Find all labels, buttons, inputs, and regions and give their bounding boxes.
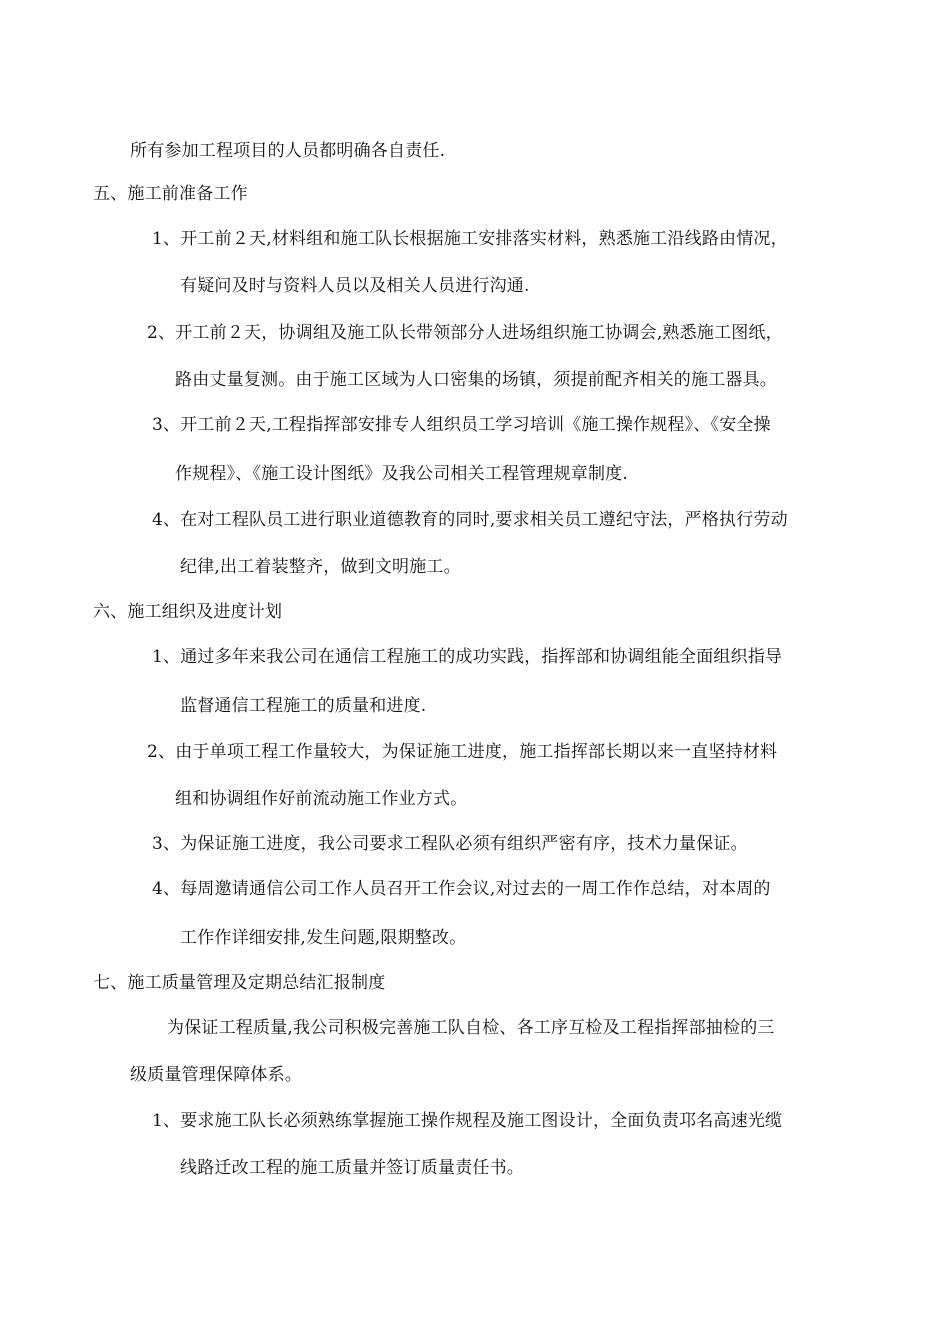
list-item-continuation: 线路迁改工程的施工质量并签订质量责任书。 <box>180 1158 524 1178</box>
list-item-line: 1、要求施工队长必须熟练掌握施工操作规程及施工图设计，全面负责邛名高速光缆 <box>152 1111 783 1131</box>
section-heading-5: 五、施工前准备工作 <box>93 184 248 204</box>
list-item-line: 3、开工前２天,工程指挥部安排专人组织员工学习培训《施工操作规程》、《安全操 <box>152 415 771 435</box>
section-heading-6: 六、施工组织及进度计划 <box>93 602 283 622</box>
list-item-continuation: 作规程》、《施工设计图纸》及我公司相关工程管理规章制度. <box>175 464 629 484</box>
section-heading-7: 七、施工质量管理及定期总结汇报制度 <box>93 973 386 993</box>
paragraph-continuation: 级质量管理保障体系。 <box>130 1065 302 1085</box>
text-line: 所有参加工程项目的人员都明确各自责任. <box>130 141 446 161</box>
list-item-continuation: 组和协调组作好前流动施工作业方式。 <box>175 789 468 809</box>
list-item-continuation: 工作作详细安排,发生问题,限期整改。 <box>180 928 467 948</box>
paragraph-line: 为保证工程质量,我公司积极完善施工队自检、各工序互检及工程指挥部抽检的三 <box>167 1018 775 1038</box>
list-item-line: 4、每周邀请通信公司工作人员召开工作会议,对过去的一周工作作总结，对本周的 <box>152 879 771 899</box>
list-item-continuation: 监督通信工程施工的质量和进度. <box>180 696 427 716</box>
list-item-line: 2、由于单项工程工作量较大，为保证施工进度，施工指挥部长期以来一直坚持材料 <box>147 742 778 762</box>
list-item-line: 1、通过多年来我公司在通信工程施工的成功实践，指挥部和协调组能全面组织指导 <box>152 647 783 667</box>
list-item-line: 4、在对工程队员工进行职业道德教育的同时,要求相关员工遵纪守法，严格执行劳动 <box>152 510 788 530</box>
list-item-continuation: 路由丈量复测。由于施工区域为人口密集的场镇，须提前配齐相关的施工器具。 <box>175 370 777 390</box>
list-item-line: 2、开工前２天，协调组及施工队长带领部分人进场组织施工协调会,熟悉施工图纸， <box>147 323 783 343</box>
list-item-continuation: 纪律,出工着装整齐，做到文明施工。 <box>180 557 461 577</box>
list-item-continuation: 有疑问及时与资料人员以及相关人员进行沟通. <box>180 276 530 296</box>
list-item-line: 1、开工前２天,材料组和施工队长根据施工安排落实材料，熟悉施工沿线路由情况， <box>152 229 788 249</box>
list-item-line: 3、为保证施工进度，我公司要求工程队必须有组织严密有序，技术力量保证。 <box>152 834 748 854</box>
